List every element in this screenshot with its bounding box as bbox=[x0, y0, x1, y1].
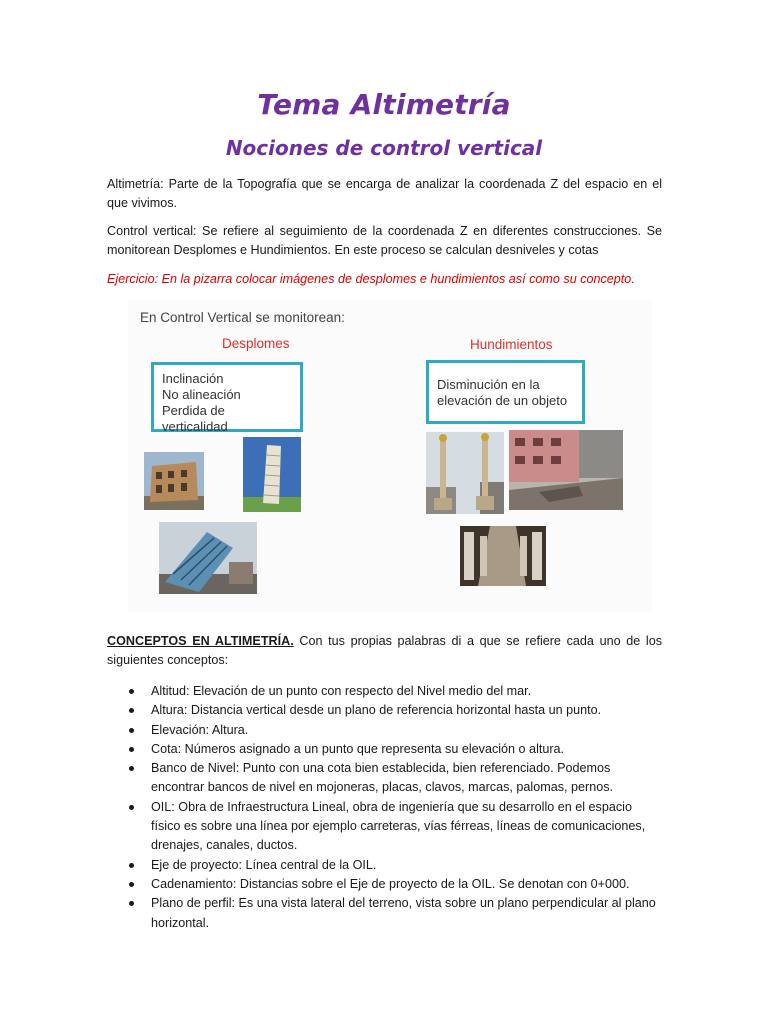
hundimientos-item: elevación de un objeto bbox=[437, 393, 568, 408]
list-item: Plano de perfil: Es una vista lateral del terreno, vista sobre un plano perpendicular al plano horizontal. bbox=[123, 894, 663, 933]
concepts-intro bbox=[107, 632, 662, 670]
desplomes-item: Inclinación bbox=[162, 371, 224, 386]
desplomes-item: Perdida de verticalidad bbox=[162, 403, 228, 434]
list-item: Banco de Nivel: Punto con una cota bien establecida, bien referenciado. Podemos encontrar bancos de nivel en mojoneras, placas, clavos, marcas, palomas, pernos. bbox=[123, 759, 663, 798]
leaning-building-photo bbox=[144, 452, 204, 510]
list-item: Cadenamiento: Distancias sobre el Eje de proyecto de la OIL. Se denotan con 0+000. bbox=[123, 875, 663, 894]
monument-photo bbox=[426, 432, 504, 514]
hundimientos-item: Disminución en la bbox=[437, 377, 540, 392]
control-vertical-figure bbox=[128, 300, 652, 612]
figure-caption: En Control Vertical se monitorean: bbox=[140, 310, 345, 325]
hundimientos-heading: Hundimientos bbox=[470, 337, 553, 352]
list-item: Elevación: Altura. bbox=[123, 721, 663, 740]
list-item: Altitud: Elevación de un punto con respecto del Nivel medio del mar. bbox=[123, 682, 663, 701]
list-item: Cota: Números asignado a un punto que representa su elevación o altura. bbox=[123, 740, 663, 759]
desplomes-box bbox=[151, 362, 303, 432]
page-subtitle: Nociones de control vertical bbox=[225, 136, 543, 160]
concepts-heading: CONCEPTOS EN ALTIMETRÍA. bbox=[107, 634, 294, 648]
desplomes-heading: Desplomes bbox=[222, 336, 290, 351]
subsidence-street-photo bbox=[509, 430, 623, 510]
list-item: Eje de proyecto: Línea central de la OIL. bbox=[123, 856, 663, 875]
paragraph-control-vertical: Control vertical: Se refiere al seguimiento de la coordenada Z en diferentes construcciones. Se monitorean Desplomes e Hundimientos. En este proceso se calculan desniveles y cotas bbox=[107, 224, 662, 257]
desplomes-item: No alineación bbox=[162, 387, 241, 402]
tilted-tower-photo bbox=[159, 522, 257, 594]
exercise-note: Ejercicio: En la pizarra colocar imágenes de desplomes e hundimientos así como su concepto. bbox=[107, 272, 635, 286]
sunken-corridor-photo bbox=[460, 526, 546, 586]
paragraph-altimetria: Altimetría: Parte de la Topografía que se encarga de analizar la coordenada Z del espacio en el que vivimos. bbox=[107, 177, 662, 210]
list-item: Altura: Distancia vertical desde un plano de referencia horizontal hasta un punto. bbox=[123, 701, 663, 720]
leaning-tower-photo bbox=[243, 437, 301, 512]
concepts-list bbox=[123, 682, 663, 933]
page-title: Tema Altimetría bbox=[257, 88, 511, 121]
concepts-intro-text: Con tus propias palabras di a que se refiere cada uno de los siguientes conceptos: bbox=[107, 634, 662, 667]
list-item: OIL: Obra de Infraestructura Lineal, obra de ingeniería que su desarrollo en el espacio físico es sobre una línea por ejemplo carreteras, vías férreas, líneas de comunicaciones, drenajes, canales, ductos. bbox=[123, 798, 663, 856]
hundimientos-box bbox=[426, 360, 585, 424]
